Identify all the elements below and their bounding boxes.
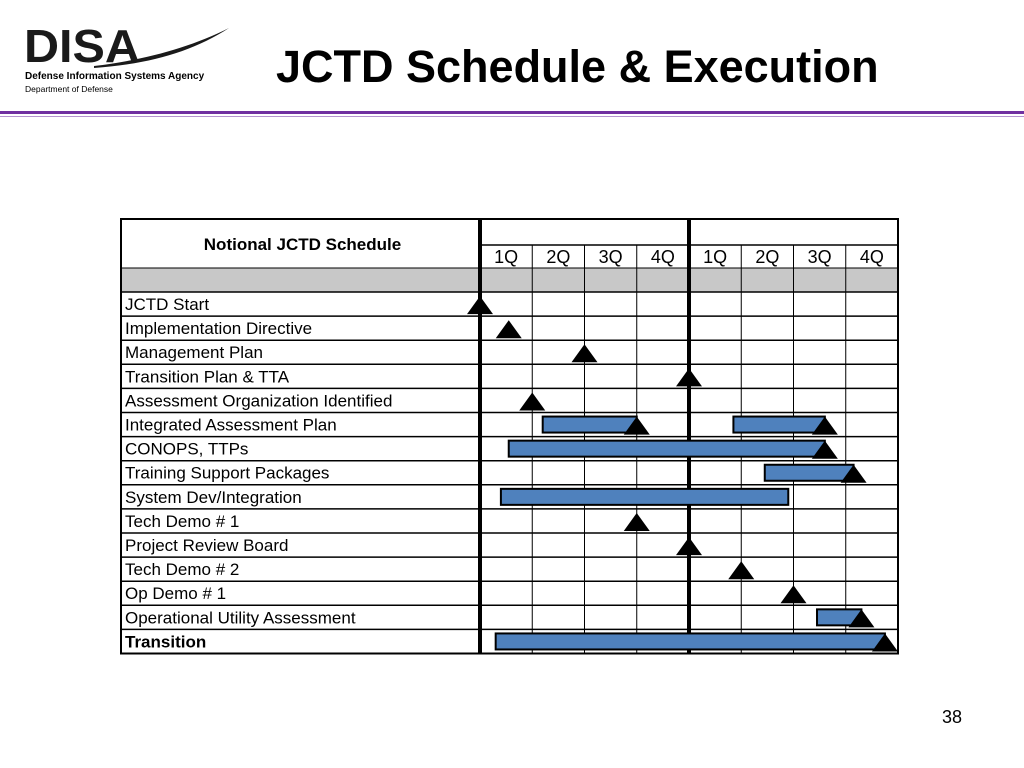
task-label: Management Plan [125, 343, 263, 363]
task-label: System Dev/Integration [125, 487, 302, 507]
milestone-marker [624, 513, 650, 531]
milestone-marker [676, 537, 702, 555]
task-label: Op Demo # 1 [125, 584, 227, 604]
quarter-label: 4Q [859, 247, 884, 267]
task-label: Project Review Board [125, 536, 289, 555]
header-shade-row [121, 268, 898, 292]
task-bar [501, 489, 788, 505]
task-label: Operational Utility Assessment [125, 608, 356, 628]
milestone-marker [572, 344, 598, 362]
schedule-header: Notional JCTD Schedule [203, 235, 402, 254]
task-label: Tech Demo # 1 [125, 511, 240, 531]
task-label: Transition Plan & TTA [125, 367, 290, 387]
task-label: Tech Demo # 2 [125, 560, 240, 580]
task-label: Integrated Assessment Plan [125, 415, 337, 435]
task-label: Transition [125, 632, 207, 652]
task-label: JCTD Start [125, 295, 210, 314]
department-name: Department of Defense [25, 84, 113, 94]
quarter-label: 3Q [807, 247, 832, 267]
milestone-marker [676, 368, 702, 386]
quarter-label: 2Q [546, 247, 571, 267]
agency-name: Defense Information Systems Agency [25, 71, 205, 82]
milestone-marker [781, 585, 807, 603]
milestone-marker [728, 561, 754, 579]
task-label: Implementation Directive [125, 319, 313, 339]
task-label: CONOPS, TTPs [125, 439, 249, 459]
task-bar [509, 441, 825, 457]
task-bar [543, 417, 637, 433]
quarter-label: 3Q [598, 247, 623, 267]
slide-title: JCTD Schedule & Execution [276, 41, 879, 92]
page-number: 38 [941, 707, 962, 727]
milestone-marker [519, 393, 545, 411]
milestone-marker [496, 320, 522, 338]
task-bar [733, 417, 824, 433]
quarter-label: 4Q [650, 247, 675, 267]
task-bar [496, 633, 885, 649]
quarter-label: 2Q [755, 247, 780, 267]
quarter-label: 1Q [703, 247, 728, 267]
task-label: Assessment Organization Identified [125, 391, 393, 411]
quarter-label: 1Q [494, 247, 519, 267]
task-label: Training Support Packages [125, 463, 330, 483]
task-bar [765, 465, 854, 481]
milestone-marker [467, 296, 493, 314]
logo-wordmark: DISA [24, 22, 140, 70]
